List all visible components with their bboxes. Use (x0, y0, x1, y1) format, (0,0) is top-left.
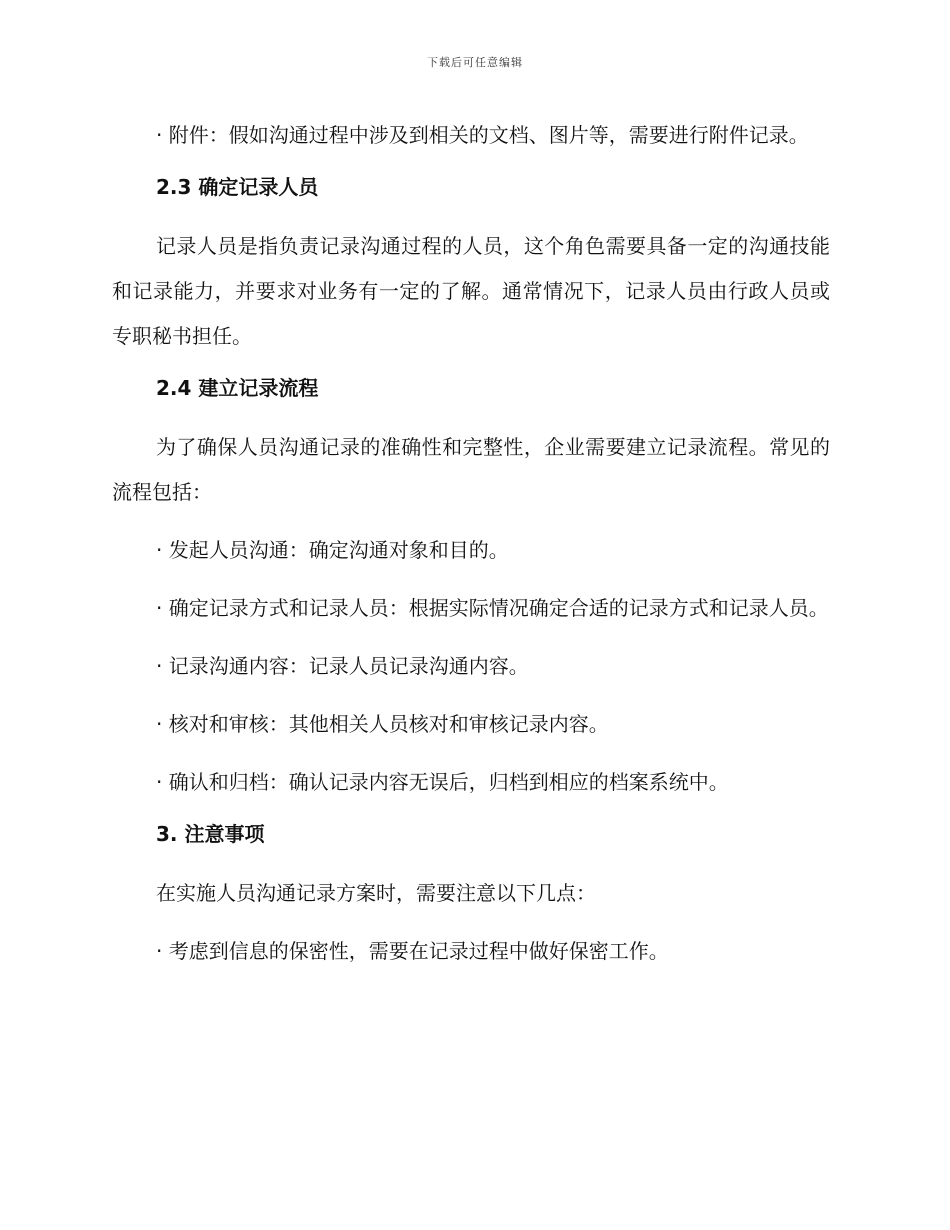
page-header: 下载后可任意编辑 (427, 56, 523, 69)
bullet-confidentiality: · 考虑到信息的保密性，需要在记录过程中做好保密工作。 (156, 939, 669, 963)
bullet-method: · 确定记录方式和记录人员：根据实际情况确定合适的记录方式和记录人员。 (156, 596, 829, 620)
bullet-verify: · 核对和审核：其他相关人员核对和审核记录内容。 (156, 712, 609, 736)
bullet-attachment: · 附件：假如沟通过程中涉及到相关的文档、图片等，需要进行附件记录。 (156, 123, 809, 147)
heading-2-3: 2.3 确定记录人员 (156, 175, 319, 199)
bullet-archive: · 确认和归档：确认记录内容无误后，归档到相应的档案系统中。 (156, 770, 729, 794)
heading-3: 3. 注意事项 (156, 822, 265, 846)
paragraph-notes-intro: 在实施人员沟通记录方案时，需要注意以下几点： (156, 881, 596, 905)
bullet-record-content: · 记录沟通内容：记录人员记录沟通内容。 (156, 654, 529, 678)
heading-2-4: 2.4 建立记录流程 (156, 376, 319, 400)
bullet-initiate: · 发起人员沟通：确定沟通对象和目的。 (156, 538, 509, 562)
paragraph-process-intro: 为了确保人员沟通记录的准确性和完整性，企业需要建立记录流程。常见的流程包括： (112, 435, 830, 504)
document-body (112, 113, 830, 987)
paragraph-recorder: 记录人员是指负责记录沟通过程的人员，这个角色需要具备一定的沟通技能和记录能力，并要求对业务有一定的了解。通常情况下，记录人员由行政人员或专职秘书担任。 (112, 234, 830, 348)
